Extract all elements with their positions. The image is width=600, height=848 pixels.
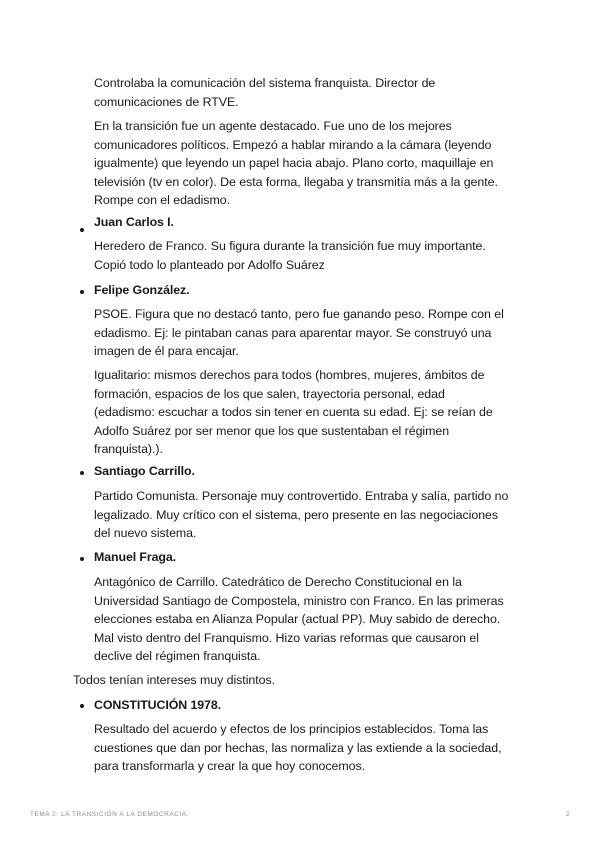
paragraph: Heredero de Franco. Su figura durante la transición fue muy importante. Copió todo lo planteado por Adolfo Suárez [94, 239, 486, 272]
paragraph: En la transición fue un agente destacado. Fue uno de los mejores comunicadores políticos. Empezó a hablar mirando a la cámara (leyendo igualmente) que leyendo un papel hacia abajo. Plano corto, maquillaje en televisión (tv en color). De esta forma, llegaba y transmitía más a la gente. Rompe con el edadismo. [94, 119, 498, 207]
bullet-icon [80, 557, 84, 561]
bullet-heading-manuel-fraga: Manuel Fraga. [94, 550, 177, 564]
paragraph: Controlaba la comunicación del sistema franquista. Director de comunicaciones de RTVE. [94, 76, 436, 109]
paragraph: Antagónico de Carrillo. Catedrático de Derecho Constitucional en la Universidad Santiago de Compostela, ministro con Franco. En las primeras elecciones estaba en Alianza Popular (actual PP). Muy sabido de derecho. Mal visto dentro del Franquismo. Hizo varias reformas que causaron el declive del régimen franquista. [94, 575, 504, 663]
bullet-icon [80, 704, 84, 708]
paragraph: Resultado del acuerdo y efectos de los principios establecidos. Toma las cuestiones que dan por hechas, las normaliza y las extiende a la sociedad, para transformarla y crear la que hoy conocemos. [94, 722, 502, 773]
paragraph: Igualitario: mismos derechos para todos (hombres, mujeres, ámbitos de formación, espacios de los que salen, trayectoria personal, edad (edadismo: escuchar a todos sin tener en cuenta su edad. Ej: se reían de Adolfo Suárez por ser menor que los que sustentaban el régimen franquista).). [94, 368, 493, 456]
bullet-heading-juan-carlos: Juan Carlos I. [94, 215, 174, 229]
paragraph: Todos tenían intereses muy distintos. [73, 673, 276, 687]
paragraph: Partido Comunista. Personaje muy controvertido. Entraba y salía, partido no legalizado. Muy crítico con el sistema, pero presente en las negociaciones del nuevo sistema. [94, 489, 509, 540]
page-number: 2 [566, 811, 571, 818]
footer-title: TEMA 2: LA TRANSICIÓN A LA DEMOCRACIA. [30, 811, 190, 818]
bullet-heading-santiago-carrillo: Santiago Carrillo. [94, 464, 195, 478]
bullet-icon [80, 290, 84, 294]
paragraph: PSOE. Figura que no destacó tanto, pero fue ganando peso. Rompe con el edadismo. Ej: le pintaban canas para aparentar mayor. Se construyó una imagen de él para encajar. [94, 307, 504, 358]
bullet-heading-felipe-gonzalez: Felipe González. [94, 283, 190, 297]
bullet-icon [80, 471, 84, 475]
bullet-icon [80, 228, 84, 232]
bullet-heading-constitucion: CONSTITUCIÓN 1978. [94, 698, 221, 712]
